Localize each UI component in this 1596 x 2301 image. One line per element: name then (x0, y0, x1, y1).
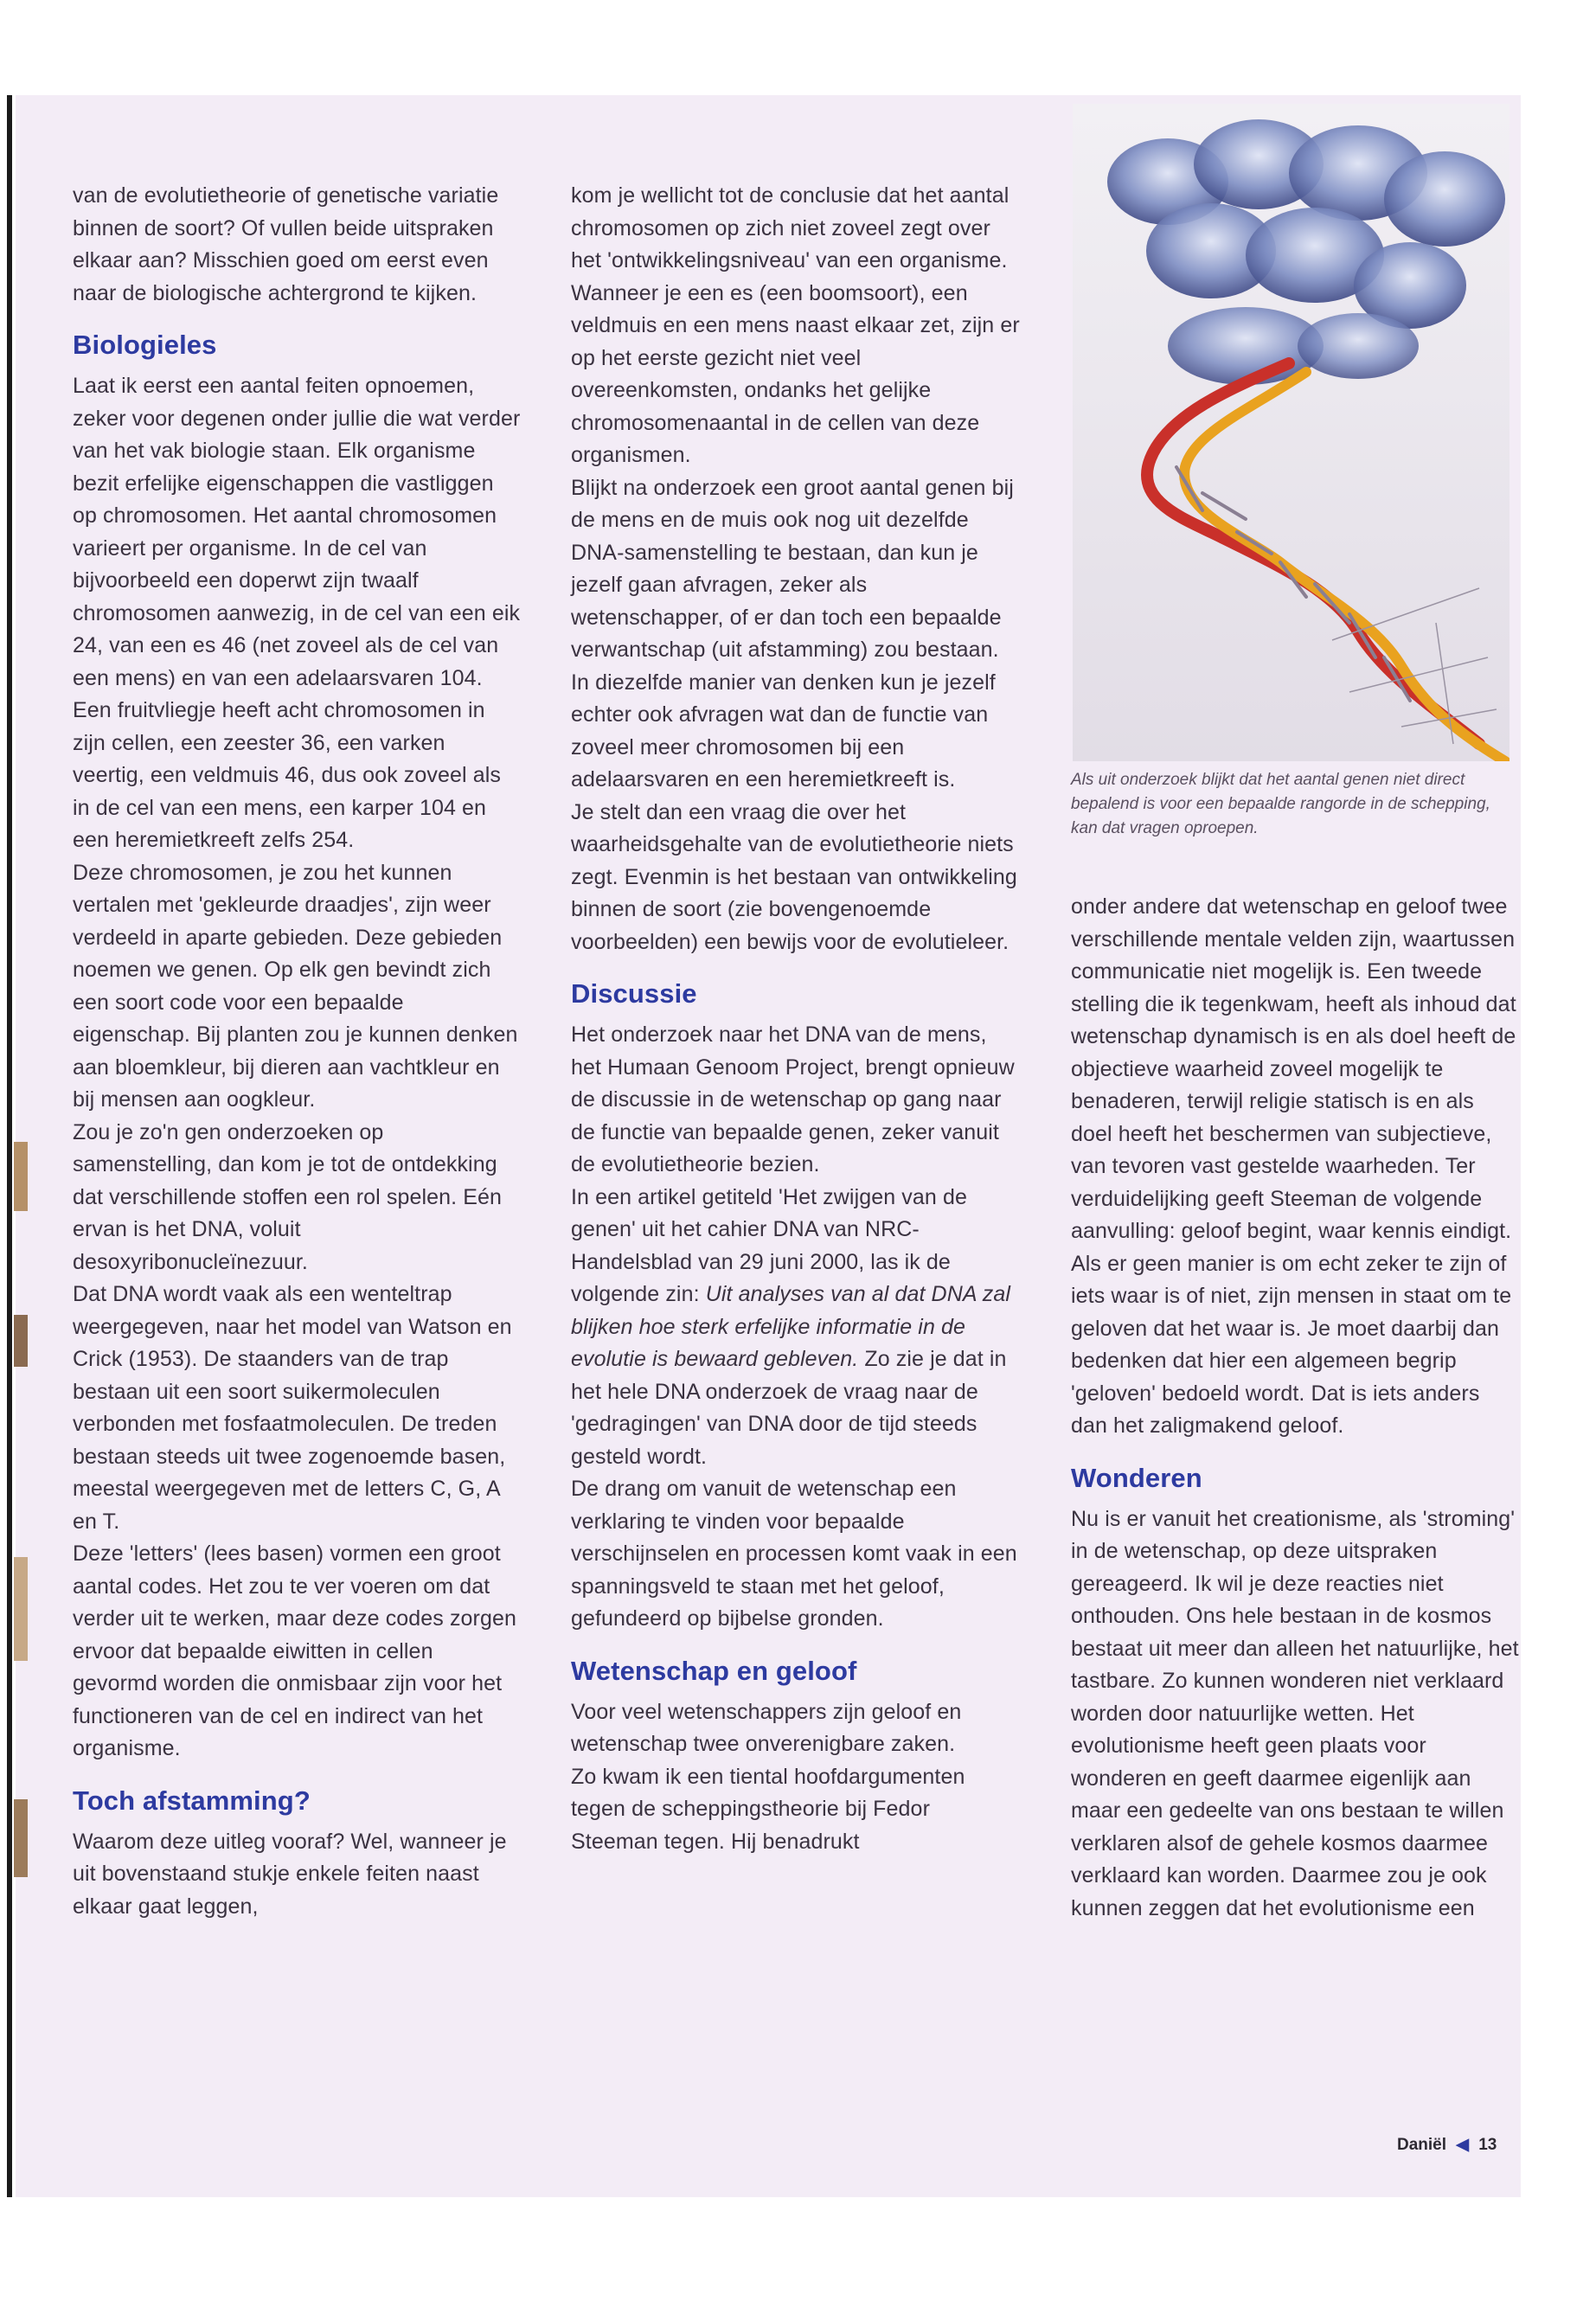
paragraph: De drang om vanuit de wetenschap een verklaring te vinden voor bepaalde verschijnselen en processen komt vaak in een spanningsveld te staan met het geloof, gefundeerd op bijbelse gronden. (571, 1477, 1017, 1631)
dna-helix-image (1073, 104, 1509, 761)
column-1 (73, 180, 522, 1923)
paragraph: kom je wellicht tot de conclusie dat het aantal chromosomen op zich niet zoveel zegt over het 'ontwikkelingsniveau' van een organisme. Wanneer je een es (een boomsoort), een veldmuis en een mens naast elkaar zet, zijn er op het eerste gezicht niet veel overeenkomsten, ondanks het gelijke chromosomenaantal in de cellen van deze organismen. (571, 183, 1020, 467)
section-heading: Discussie (571, 978, 697, 1009)
photo-strip-edge (14, 1799, 28, 1877)
page-footer (1397, 2135, 1497, 2155)
photo-strip-edge (14, 1557, 28, 1661)
photo-strip-edge (14, 1315, 28, 1367)
paragraph: Waarom deze uitleg vooraf? Wel, wanneer je uit bovenstaand stukje enkele feiten naast elkaar gaat leggen, (73, 1829, 507, 1919)
paragraph (571, 1182, 1021, 1474)
arrow-icon: ◀ (1456, 2136, 1469, 2154)
magazine-name: Daniël (1397, 2136, 1447, 2154)
paragraph: Laat ik eerst een aantal feiten opnoemen, zeker voor degenen onder jullie die wat verder van het vak biologie staan. Elk organisme bezit erfelijke eigenschappen die vastliggen op chromosomen. Het aantal chromosomen varieert per organisme. In de cel van bijvoorbeeld een doperwt zijn twaalf chromosomen aanwezig, in de cel van een eik 24, van een es 46 (net zoveel als de cel van een mens) en van een adelaarsvaren 104. Een fruitvliegje heeft acht chromosomen in zijn cellen, een zeester 36, een varken veertig, een veldmuis 46, dus ook zoveel als in de cel van een mens, een karper 104 en een heremietkreeft zelfs 254. (73, 374, 521, 852)
binding-edge (7, 95, 12, 2197)
dna-illustration (1073, 104, 1509, 761)
section-heading: Biologieles (73, 330, 217, 360)
column-2 (571, 180, 1021, 1858)
paragraph: Deze 'letters' (lees basen) vormen een groot aantal codes. Het zou te ver voeren om dat verder uit te werken, maar deze codes zorgen ervoor dat bepaalde eiwitten in cellen gevormd worden die onmisbaar zijn voor het functioneren van de cel en indirect van het organisme. (73, 1541, 516, 1760)
page-number: 13 (1478, 2136, 1497, 2154)
section-heading: Wonderen (1071, 1462, 1202, 1493)
paragraph: Je stelt dan een vraag die over het waarheidsgehalte van de evolutietheorie niets zegt. Evenmin is het bestaan van ontwikkeling binnen de soort (zie bovengenoemde voorbeelden) een bewijs voor de evolutieleer. (571, 799, 1017, 954)
paragraph: Blijkt na onderzoek een groot aantal genen bij de mens en de muis ook nog uit dezelfde DNA-samenstelling te bestaan, dan kun je jezelf gaan afvragen, zeker als wetenschapper, of er dan toch een bepaalde verwantschap (uit afstamming) zou bestaan. In diezelfde manier van denken kun je jezelf echter ook afvragen wat dan de functie van zoveel meer chromosomen bij een adelaarsvaren en een heremietkreeft is. (571, 475, 1014, 792)
paragraph: Zo kwam ik een tiental hoofdargumenten tegen de scheppingstheorie bij Fedor Steeman tegen. Hij benadrukt (571, 1764, 965, 1854)
paragraph: Zou je zo'n gen onderzoeken op samenstelling, dan kom je tot de ontdekking dat verschillende stoffen een rol spelen. Eén ervan is het DNA, voluit desoxyribonucleïnezuur. (73, 1119, 503, 1274)
paragraph: Dat DNA wordt vaak als een wenteltrap weergegeven, naar het model van Watson en Crick (1953). De staanders van de trap bestaan uit een soort suikermoleculen verbonden met fosfaatmoleculen. De treden bestaan steeds uit twee zogenoemde basen, meestal weergegeven met de letters C, G, A en T. (73, 1282, 512, 1534)
paragraph: Nu is er vanuit het creationisme, als 'stroming' in de wetenschap, op deze uitspraken gereageerd. Ik wil je deze reacties niet onthouden. Ons hele bestaan in de kosmos bestaat uit meer dan alleen het natuurlijke, het tastbare. Zo kunnen wonderen niet verklaard worden door natuurlijke wetten. Het evolutionisme heeft geen plaats voor wonderen en geeft daarmee eigenlijk aan maar een gedeelte van ons bestaan te willen verklaren alsof de gehele kosmos daarmee verklaard kan worden. Daarmee zou je ook kunnen zeggen dat het evolutionisme een (1071, 1506, 1519, 1920)
text-run: In een artikel getiteld 'Het zwijgen van de genen' uit het cahier DNA van NRC-Handelsblad van 29 juni 2000, las ik de volgende zin: (571, 1184, 967, 1306)
paragraph: Het onderzoek naar het DNA van de mens, het Humaan Genoom Project, brengt opnieuw de discussie in de wetenschap op gang naar de functie van bepaalde genen, zeker vanuit de evolutietheorie bezien. (571, 1022, 1015, 1176)
figure-caption: Als uit onderzoek blijkt dat het aantal genen niet direct bepalend is voor een bepaalde rangorde in de schepping, kan dat vragen oproepen. (1071, 771, 1490, 837)
paragraph: Voor veel wetenschappers zijn geloof en wetenschap twee onverenigbare zaken. (571, 1699, 962, 1756)
photo-strip-edge (14, 1142, 28, 1211)
text-run: Zo zie je dat in het hele DNA onderzoek de vraag naar de 'gedragingen' van DNA door de tijd steeds gesteld wordt. (571, 1347, 1007, 1469)
quotation: Uit analyses van al dat DNA zal blijken hoe sterk erfelijke informatie in de evolutie is bewaard gebleven. (571, 1282, 1011, 1371)
section-heading: Toch afstamming? (73, 1785, 311, 1816)
section-heading: Wetenschap en geloof (571, 1655, 857, 1686)
paragraph: van de evolutietheorie of genetische variatie binnen de soort? Of vullen beide uitspraken elkaar aan? Misschien goed om eerst even naar de biologische achtergrond te kijken. (73, 183, 499, 305)
paragraph: Deze chromosomen, je zou het kunnen vertalen met 'gekleurde draadjes', zijn weer verdeeld in aparte gebieden. Deze gebieden noemen we genen. Op elk gen bevindt zich een soort code voor een bepaalde eigenschap. Bij planten zou je kunnen denken aan bloemkleur, bij dieren aan vachtkleur en bij mensen aan oogkleur. (73, 860, 518, 1112)
paragraph: onder andere dat wetenschap en geloof twee verschillende mentale velden zijn, waartussen communicatie niet mogelijk is. Een tweede stelling die ik tegenkwam, heeft als inhoud dat wetenschap dynamisch is en als doel heeft de objectieve waarheid zoveel mogelijk te benaderen, terwijl religie statisch is en als doel heeft het beschermen van subjectieve, van tevoren vast gestelde waarheden. Ter verduidelijking geeft Steeman de volgende aanvulling: geloof begint, waar kennis eindigt. Als er geen manier is om echt zeker te zijn of iets waar is of niet, zijn mensen in staat om te geloven dat het waar is. Je moet daarbij dan bedenken dat hier een algemeen begrip 'geloven' bedoeld wordt. Dat is iets anders dan het zaligmakend geloof. (1071, 894, 1516, 1438)
column-3 (1071, 891, 1521, 1925)
